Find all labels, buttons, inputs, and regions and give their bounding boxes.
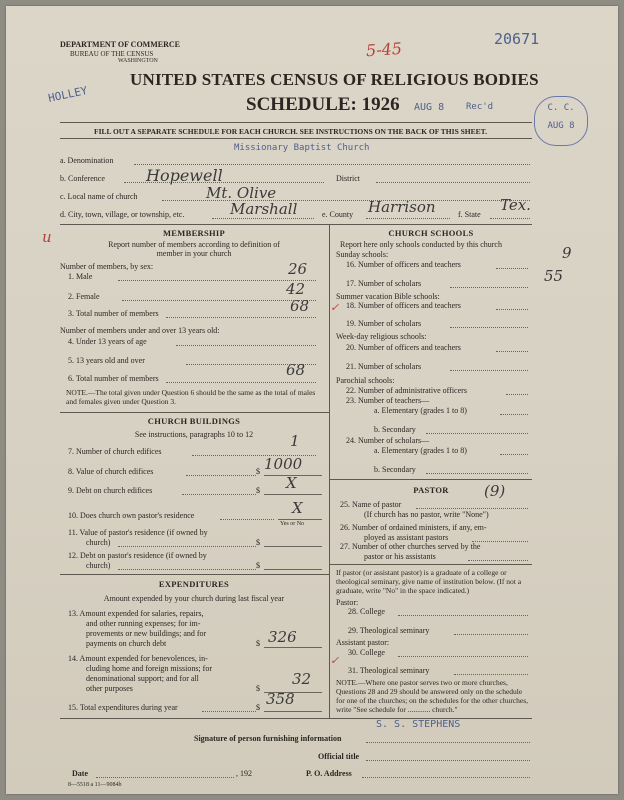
q10-label: 10. Does church own pastor's residence <box>68 511 195 520</box>
q14-line3: denominational support; and for all <box>86 674 199 683</box>
q11-sub: church) <box>86 538 111 547</box>
cc-stamp <box>534 96 588 146</box>
q7-answer: 1 <box>290 432 300 450</box>
label-conference: b. Conference <box>60 174 105 183</box>
q29-label: 29. Theological seminary <box>348 626 430 635</box>
weekday-schools: Week-day religious schools: <box>336 332 427 341</box>
q13-label: 13. Amount expended for salaries, repairs, <box>68 609 204 618</box>
po-address-label: P. O. Address <box>306 769 352 778</box>
bureau-city: WASHINGTON <box>118 58 158 64</box>
bureau-name: BUREAU OF THE CENSUS <box>70 50 154 58</box>
pastor-mark: (9) <box>484 482 506 500</box>
q26-line2: ployed as assistant pastors <box>364 533 449 542</box>
q13-line3: provements or new buildings; and for <box>86 629 207 638</box>
q8-dollar: $ <box>256 467 260 476</box>
membership-intro-2: member in your church <box>156 249 232 258</box>
red-mark-left: u <box>42 228 52 246</box>
q2-answer: 42 <box>286 280 306 298</box>
schools-heading: CHURCH SCHOOLS <box>388 228 474 238</box>
q4-label: 4. Under 13 years of age <box>68 337 147 346</box>
q2-label: 2. Female <box>68 292 100 301</box>
q8-answer: 1000 <box>264 455 303 473</box>
q30-label: 30. College <box>348 648 385 657</box>
vacation-schools: Summer vacation Bible schools: <box>336 292 440 301</box>
answer-city: Marshall <box>230 200 298 218</box>
received-label-stamp: Rec'd <box>466 102 494 112</box>
q27-line2: pastor or his assistants <box>364 552 436 561</box>
signature-label: Signature of person furnishing information <box>194 734 342 743</box>
received-date-stamp: AUG 8 <box>414 102 445 113</box>
q18-label: 18. Number of officers and teachers <box>346 301 461 310</box>
q14-line2: cluding home and foreign missions; for <box>86 664 212 673</box>
label-city: d. City, town, village, or township, etc. <box>60 210 185 219</box>
q3-answer: 68 <box>290 297 310 315</box>
q13-answer: 326 <box>268 628 297 646</box>
q22-label: 22. Number of administrative officers <box>346 386 467 395</box>
q25-sub: (If church has no pastor, write "None") <box>364 510 489 519</box>
q27-label: 27. Number of other churches served by the <box>340 542 481 551</box>
q9-dollar: $ <box>256 486 260 495</box>
serial-number-stamp: 20671 <box>494 30 540 48</box>
instruction-banner: FILL OUT A SEPARATE SCHEDULE FOR EACH CHURCH. SEE INSTRUCTIONS ON THE BACK OF THIS SHEET. <box>94 127 487 136</box>
membership-heading: MEMBERSHIP <box>162 228 226 238</box>
pastor-sub-heading: Pastor: <box>336 598 359 607</box>
schools-intro: Report here only schools conducted by this church <box>340 240 502 249</box>
form-number: 8—5518 a 11—9084b <box>68 782 122 788</box>
q16-label: 16. Number of officers and teachers <box>346 260 461 269</box>
label-county: e. County <box>322 210 354 219</box>
q26-label: 26. Number of ordained ministers, if any, em- <box>340 523 487 532</box>
membership-note: NOTE.—The total given under Question 6 should be the same as the total of males and females given under Question 3. <box>66 388 316 406</box>
q23-elementary: a. Elementary (grades 1 to 8) <box>374 406 467 415</box>
form-schedule-title: SCHEDULE: 1926 <box>246 94 400 115</box>
q3-label: 3. Total number of members <box>68 309 159 318</box>
denomination-stamp: Missionary Baptist Church <box>234 143 370 153</box>
official-title-label: Official title <box>318 752 360 761</box>
q1-answer: 26 <box>288 260 308 278</box>
date-year-suffix: , 192 <box>236 769 252 778</box>
q6-label: 6. Total number of members <box>68 374 159 383</box>
label-denomination: a. Denomination <box>60 156 114 165</box>
q13-line2: and other running expenses; for im- <box>86 619 201 628</box>
answer-conference: Hopewell <box>146 166 223 185</box>
q24-label: 24. Number of scholars— <box>346 436 430 445</box>
label-local-name: c. Local name of church <box>60 192 138 201</box>
sunday-schools: Sunday schools: <box>336 250 389 259</box>
q14-label: 14. Amount expended for benevolences, in- <box>68 654 208 663</box>
q6-answer: 68 <box>286 361 306 379</box>
pastor-footnote: NOTE.—Where one pastor serves two or more churches, Questions 28 and 29 should be answered only on the schedule for one of the churches; on the schedules for the other churches, write "See schedule for ............ church." <box>336 678 529 714</box>
answer-state: Tex. <box>500 196 531 214</box>
q10-yes-no: Yes or No <box>280 521 305 527</box>
q15-label: 15. Total expenditures during year <box>68 703 178 712</box>
q24-elementary: a. Elementary (grades 1 to 8) <box>374 446 467 455</box>
q9-label: 9. Debt on church edifices <box>68 486 153 495</box>
expenditures-intro: Amount expended by your church during last fiscal year <box>103 594 285 603</box>
q9-answer: X <box>286 474 297 492</box>
q12-sub: church) <box>86 561 111 570</box>
cc-stamp-date: AUG 8 <box>547 121 575 131</box>
q21-label: 21. Number of scholars <box>346 362 422 371</box>
q19-label: 19. Number of scholars <box>346 319 422 328</box>
census-schedule-page <box>6 6 618 794</box>
q23-secondary: b. Secondary <box>374 425 416 434</box>
q10-answer: X <box>292 499 303 517</box>
q12-label: 12. Debt on pastor's residence (if owned by <box>68 551 207 560</box>
pastor-heading: PASTOR <box>413 485 449 495</box>
label-district: District <box>336 174 360 183</box>
expenditures-heading: EXPENDITURES <box>158 579 230 589</box>
q23-label: 23. Number of teachers— <box>346 396 430 405</box>
red-check-30: ✓ <box>330 654 340 667</box>
q31-label: 31. Theological seminary <box>348 666 430 675</box>
q20-label: 20. Number of officers and teachers <box>346 343 461 352</box>
q16-answer: 9 <box>562 244 572 262</box>
department-name: DEPARTMENT OF COMMERCE <box>60 40 181 49</box>
q11-label: 11. Value of pastor's residence (if owned by <box>68 528 208 537</box>
q14-answer: 32 <box>292 670 312 688</box>
membership-by-sex: Number of members, by sex: <box>60 262 154 271</box>
red-check-18: ✓ <box>330 301 340 314</box>
pastor-grad-note: If pastor (or assistant pastor) is a graduate of a college or theological seminary, give name of institution below. (If not a graduate, write "No" in the space indicated.) <box>336 568 522 595</box>
q28-label: 28. College <box>348 607 385 616</box>
q13-line4: payments on church debt <box>86 639 167 648</box>
signature-stamp: S. S. STEPHENS <box>376 719 461 730</box>
cc-stamp-label: C. C. <box>547 103 575 113</box>
buildings-heading: CHURCH BUILDINGS <box>147 416 241 426</box>
red-mark-top: 5-45 <box>365 38 403 61</box>
q8-label: 8. Value of church edifices <box>68 467 154 476</box>
holley-stamp: HOLLEY <box>47 84 89 105</box>
q7-label: 7. Number of church edifices <box>68 447 162 456</box>
q17-label: 17. Number of scholars <box>346 279 422 288</box>
q15-dollar: $ <box>256 703 260 712</box>
form-title: UNITED STATES CENSUS OF RELIGIOUS BODIES <box>130 70 539 89</box>
q13-dollar: $ <box>256 639 260 648</box>
q14-line4: other purposes <box>86 684 133 693</box>
q15-answer: 358 <box>266 690 295 708</box>
buildings-intro: See instructions, paragraphs 10 to 12 <box>134 430 254 439</box>
q17-answer: 55 <box>544 267 564 285</box>
membership-intro-1: Report number of members according to definition of <box>108 240 280 249</box>
assistant-pastor-heading: Assistant pastor: <box>336 638 390 647</box>
q5-label: 5. 13 years old and over <box>68 356 145 365</box>
membership-by-age: Number of members under and over 13 years old: <box>60 326 220 335</box>
q14-dollar: $ <box>256 684 260 693</box>
q12-dollar: $ <box>256 561 260 570</box>
q25-label: 25. Name of pastor <box>340 500 402 509</box>
q24-secondary: b. Secondary <box>374 465 416 474</box>
answer-county: Harrison <box>368 198 436 216</box>
answer-local-name: Mt. Olive <box>206 184 277 202</box>
q1-label: 1. Male <box>68 272 93 281</box>
label-state: f. State <box>458 210 481 219</box>
date-label: Date <box>72 769 88 778</box>
q11-dollar: $ <box>256 538 260 547</box>
parochial-schools: Parochial schools: <box>336 376 395 385</box>
